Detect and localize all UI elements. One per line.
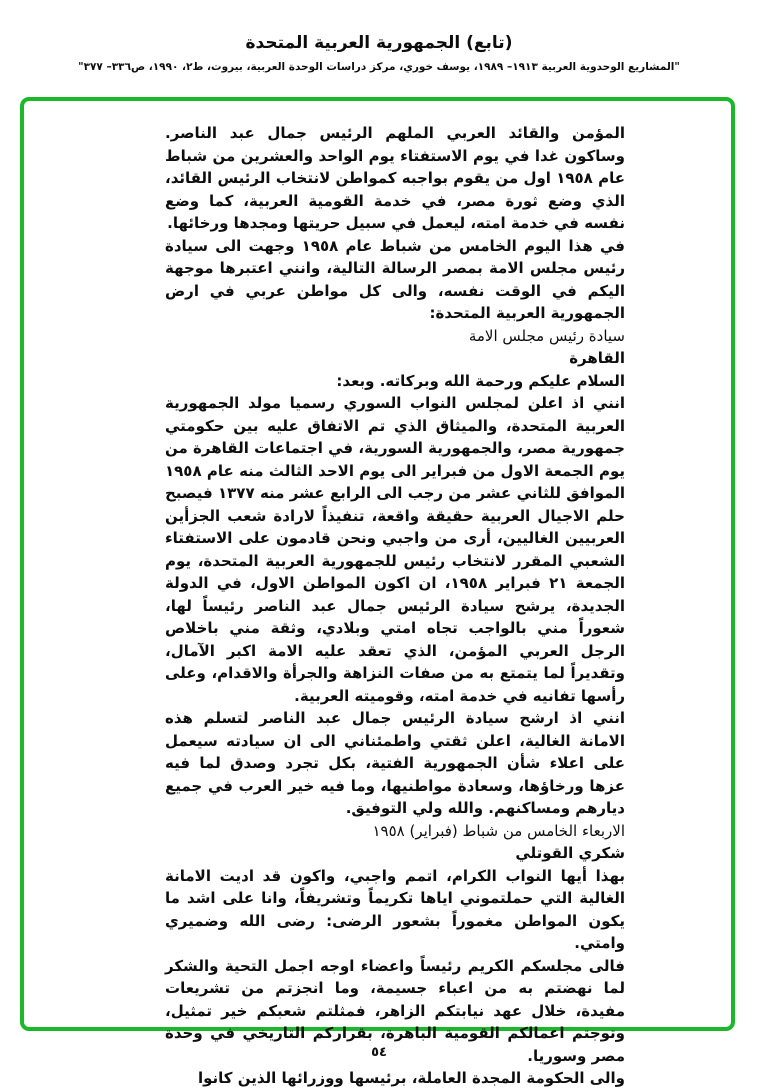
address-city: القاهرة (569, 349, 625, 367)
page-number: ٥٤ (371, 1045, 387, 1060)
paragraph-intro: في هذا اليوم الخامس من شباط عام ١٩٥٨ وجهت الى سيادة رئيس مجلس الامة بمصر الرسالة التالية، وانني اعتبرها موجهة اليكم في الوقت نفسه، والى كل مواطن عربي في ارض الجمهورية العربية المتحدة: (165, 236, 625, 322)
citation-line: "المشاريع الوحدوية العربية ١٩١٣– ١٩٨٩، يوسف خوري، مركز دراسات الوحدة العربية، بيروت، ط٢، ١٩٩٠، ص٣٣٦– ٣٧٧" (78, 61, 680, 73)
paragraph-government: والى الحكومة المجدة العاملة، برئيسها ووزرائها الذين كانوا (197, 1069, 625, 1087)
address-line: سيادة رئيس مجلس الامة (468, 326, 625, 345)
paragraph-nomination: انني اذ ارشح سيادة الرئيس جمال عبد الناصر لتسلم هذه الامانة الغالية، اعلن ثقتي واطمئناني الى ان سيادته سيعمل على اعلاء شأن الجمهورية الفتية، بكل تجرد وصدق لما فيه عزها ورخاؤها، وسعادة مواطنيها، وما فيه خير العرب في جميع ديارهم ومساكنهم. والله ولي التوفيق. (165, 709, 625, 817)
page-title: (تابع) الجمهورية العربية المتحدة (245, 33, 513, 53)
date-line: الاربعاء الخامس من شباط (فبراير) ١٩٥٨ (372, 821, 625, 840)
paragraph-continuation: المؤمن والقائد العربي الملهم الرئيس جمال عبد الناصر. وساكون غدا في يوم الاستفتاء يوم الواحد والعشرين من شباط عام ١٩٥٨ اول من يقوم بواجبه كمواطن لانتخاب الرئيس القائد، الذي وضع ثورة مصر، في خدمة القومية العربية، كما وضع نفسه في خدمة امته، ليعمل في سبيل حريتها ومجدها ورخائها. (165, 124, 625, 232)
paragraph-announcement: انني اذ اعلن لمجلس النواب السوري رسميا مولد الجمهورية العربية المتحدة، والميثاق الذي تم الاتفاق عليه بين حكومتي جمهورية مصر، والجمهورية السورية، في اجتماعات القاهرة من يوم الجمعة الاول من فبراير الى يوم الاحد الثالث منه عام ١٩٥٨ الموافق للثاني عشر من رجب الى الرابع عشر منه ١٣٧٧ فيصبح حلم الاجيال العربية حقيقة واقعة، تنفيذاً لارادة شعب الجزأين العربيين الغاليين، أرى من واجبي ونحن قادمون على الاستفتاء الشعبي المقرر لانتخاب رئيس للجمهورية العربية المتحدة، يوم الجمعة ٢١ فبراير ١٩٥٨، ان اكون المواطن الاول، في الدولة الجديدة، يرشح سيادة الرئيس جمال عبد الناصر رئيساً لها، شعوراً مني بالواجب تجاه امتي وبلادي، وثقة مني باخلاص الرجل العربي المؤمن، الذي تعقد عليه الامة اكبر الآمال، وتقديراً لما يتمتع به من صفات النزاهة والجرأة والاقدام، وعلى رأسها تفانيه في خدمة امته، وقوميته العربية. (165, 394, 625, 705)
signature-name: شكري القوتلي (515, 844, 625, 862)
letter-text-column (165, 122, 625, 1090)
paragraph-thanks: فالى مجلسكم الكريم رئيساً واعضاء اوجه اجمل التحية والشكر لما نهضتم به من اعباء جسيمة، وما انجزتم من تشريعات مفيدة، خلال عهد نيابتكم الزاهر، فمثلتم شعبكم خير تمثيل، وتوجتم اعمالكم القومية الباهرة، بقراركم التاريخي في وحدة مصر وسوريا. (165, 956, 625, 1065)
paragraph-duty: بهذا أيها النواب الكرام، اتمم واجبي، واكون قد اديت الامانة الغالية التي حملتموني اياها تكريماً وتشريفاً، وانا على اشد ما يكون المواطن مغموراً بشعور الرضى: رضى الله وضميري وامتي. (165, 866, 625, 952)
salutation-line: السلام عليكم ورحمة الله وبركاته. وبعد: (336, 371, 625, 390)
